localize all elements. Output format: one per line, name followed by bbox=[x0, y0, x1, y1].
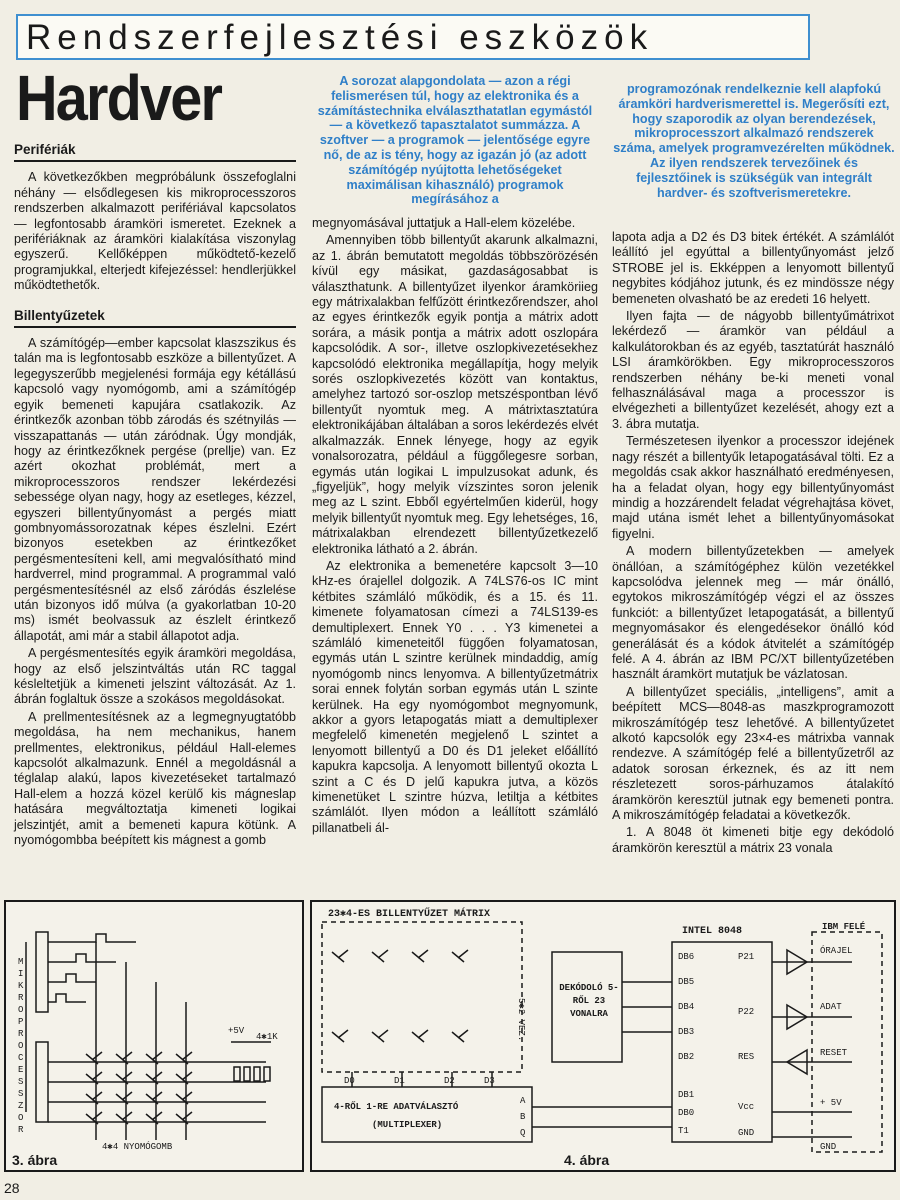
paragraph: A modern billentyűzetekben — amelyek önállóan, a számítógéphez külön vezetékkel kapcsolódva jelennek meg — már önálló, egytokos mikroszámítógép végzi el az összes funkciót: a billentyűzet letapogatását, a billentyű megnyomásakor és elengedésekor önálló kód generálását és a kódok átvitelét a számítógép felé. A 4. ábrán az IBM PC/XT billentyűzetében használt áramkört mutatjuk be vázlatosan. bbox=[612, 544, 894, 682]
fig4-out-adat: ADAT bbox=[820, 1002, 842, 1012]
fig3-bottom-label: 4✱4 NYOMÓGOMB bbox=[102, 1142, 173, 1152]
fig4-matrix-title: 23✱4-ES BILLENTYŰZET MÁTRIX bbox=[328, 909, 491, 920]
intro-blue-left: A sorozat alapgondolata — azon a régi felismerésen túl, hogy az elektronika és a számítástechnika elválaszthatatlan egymástól — a következő tapasztalatot summázza. A szoftver — a programok — jelentősége egyre nő, de az is tény, hogy az igazán jó (az adott számítógép nyújtotta lehetőségeket maximálisan kihasználó) programok megírásához a bbox=[317, 74, 593, 207]
page-heading: Hardver bbox=[16, 62, 222, 134]
fig4-d3: D3 bbox=[484, 1076, 495, 1086]
figure-3 bbox=[4, 900, 304, 1172]
fig4-pin-db2: DB2 bbox=[678, 1052, 695, 1062]
paragraph: Amennyiben több billentyűt akarunk alkalmazni, az 1. ábrán bemutatott megoldás többszörözésén kívül egy másikat, gazdaságosabbat is választhatunk. A billentyűzet ilyenkor áramköriieg egy mátrixalakban felfűzött érintkezőrendszer, ahol az egyes érintkezők egyik pontja a mátrix adott sorára, a másik pontja a mátrix adott oszlopára kapcsolódik. A sor-, illetve oszlopkivezetésekhez kapcsolódó elektronika megállapítja, hogy melyik sorés oszlopkivezetés között van kontaktus, amelyhez tartozó sor-oszlop metszéspontban lévő billentyűt nyomtuk meg. A mátrixtasztatúra elektronikájában általában a soros lekérdezés elvét alkalmazzák. Ennek lényege, hogy az egyik vonalsorozatra, például a függőlegesre sorban, egymás után logikai L impulzusokat adunk, és „figyeljük”, hogy melyik vízszintes soron jelenik meg az L szint. Ebből egyértelműen kiderül, hogy melyik billentyűt nyomtuk meg. Egy lehetséges, 16, mátrixalakban elrendezett billentyűzetkezelő elektronika látható a 2. ábrán. bbox=[312, 233, 598, 556]
paragraph: 1. A 8048 öt kimeneti bitje egy dekódoló áramkörön keresztül a mátrix 23 vonala bbox=[612, 825, 894, 855]
fig4-a: A bbox=[520, 1096, 526, 1106]
column-3 bbox=[612, 230, 894, 856]
fig4-pin-gnd: GND bbox=[738, 1128, 755, 1138]
fig3-resistor-label: 4✱1K bbox=[256, 1032, 278, 1042]
subheading-periferiak: Perifériák bbox=[14, 142, 76, 157]
paragraph: Az elektronika a bemenetére kapcsolt 3—10 kHz-es órajellel dolgozik. A 74LS76-os IC mint kétbites számláló működik, és a 15. és 11. kimenete folyamatosan címezi a 74LS139-es demultiplexert. Ennek Y0 . . . Y3 kimenetei a számláló kimeneteitől függően folyamatosan, egymás után L szintre kerülnek mindaddig, amíg nyomógomb nincs lenyomva. A billentyűzetmátrix sorai ennek folytán sorban egymás után L szinte kerülnek. Ha egy nyomógombot megnyomunk, akkor a gyors letapogatás miatt a demultiplexer megfelelő kimenetén megjelenő L szintet a lenyomott billentyű a D0 és D1 jeleket előállító kapukra kapcsolja. A lenyomott billentyű okozta L szint a C és D jelű kapukra jutva, a közös kimenetüket L szintre húzva, letiltja a kétbites számlálót. Ilyen módon a leállított számláló pillanatbeli ál- bbox=[312, 558, 598, 835]
paragraph: A prellmentesítésnek az a legmegnyugtatóbb megoldása, ha nem mechanikus, hanem prellmentes, elektronikus, például Hall-elemes kapcsolót alkalmazunk. Ennél a megoldásnál a téglalap alakú, lapos kivezetéseket tartalmazó Hall-elem a hozzá közel kerülő kis mágneslap hatására megváltoztatja kimeneti logikai jelszintjét, amit a bemeneti kapura kötünk. A nyomógombba beépített kis mágnest a gomb bbox=[14, 709, 296, 848]
fig4-decoder-label: DEKÓDOLÓ 5-RŐL 23 VONALRA bbox=[559, 983, 619, 1019]
fig4-bus-label: 5✱2 VEZ. bbox=[516, 998, 526, 1042]
fig4-ibm-label: IBM FELÉ bbox=[822, 922, 866, 932]
section-banner bbox=[16, 14, 810, 60]
paragraph: A számítógép—ember kapcsolat klaszszikus és talán ma is legfontosabb eszköze a billentyűzet. A legegyszerűbb megjelenési formája egy kétállású kapcsoló vagy nyomógomb, ami a számítógép egyik bemeneti kapujára csatlakozik. Az érintkezők azonban több zárodás és szétnyilás — visszapattanás — után záródnak. Úgy mondják, hogy az érintkezőknek pergése (prellje) van. Ez azért okozhat problémát, mert a mikroprocesszoros rendszer lekérdezési sebessége olyan nagy, hogy az esetleges, kézzel, egyszeri billentyűnyomást a pergés miatt gombnyomássorozatnak képes észlelni. Ezért bizonyos esetekben az érintkezőket pergésmentesíteni kell, ami megvalósítható mind hardverrel, mind programmal. A programmal való pergésmentesítésnél az első záródás észlelése után bizonyos idő múlva (a gyakorlatban 10-20 ms) ismét beolvassuk az észlelt érintkező állapotát, ami már a stabil állapotot adja. bbox=[14, 336, 296, 643]
paragraph: Ilyen fajta — de nágyobb billentyűmátrixot lekérdező — áramkör van például a kalkulátorokban és az egyéb, tasztatúrát használó LSI áramkörökben. Egy mikroprocesszoros rendszerben néhány be-ki meneti vonal felhasználásával maga a processzor is elvégezheti a billentyűzet kezelését, ahogy ezt a 3. ábra mutatja. bbox=[612, 309, 894, 431]
fig4-pin-db1: DB1 bbox=[678, 1090, 695, 1100]
fig4-out-reset: RESET bbox=[820, 1048, 848, 1058]
banner-title: Rendszerfejlesztési eszközök bbox=[26, 18, 654, 57]
fig4-pin-p21: P21 bbox=[738, 952, 755, 962]
fig4-pin-db4: DB4 bbox=[678, 1002, 695, 1012]
fig4-mux-label: 4-RŐL 1-RE ADATVÁLASZTÓ bbox=[334, 1102, 459, 1112]
subheading-billentyuzetek: Billentyűzetek bbox=[14, 307, 105, 323]
figure-4-caption: 4. ábra bbox=[564, 1152, 610, 1168]
divider bbox=[14, 326, 296, 328]
fig4-pin-db0: DB0 bbox=[678, 1108, 695, 1118]
fig4-d1: D1 bbox=[394, 1076, 405, 1086]
paragraph: Természetesen ilyenkor a processzor idejének nagy részét a billentyűk letapogatásával tölti. Ez a megoldás csak akkor használható eredményesen, ha a feladat olyan, hogy egy billentyűnyomást mindig a hozzárendelt feladat végrehajtása követ, majd utána ismét lehet a billentyűnyomásokat figyelni. bbox=[612, 434, 894, 541]
column-2 bbox=[312, 216, 598, 836]
figure-4 bbox=[310, 900, 896, 1172]
fig3-plus5v: +5V bbox=[228, 1026, 245, 1036]
fig4-pin-t1: T1 bbox=[678, 1126, 689, 1136]
paragraph: megnyomásával juttatjuk a Hall-elem közelébe. bbox=[312, 216, 576, 230]
paragraph: A billentyűzet speciális, „intelligens”, amit a beépített MCS—8048-as maszkprogramozott mikroszámítógép tesz lehetővé. A billentyűzetet alkotó kapcsolók egy 23×4-es mátrixba vannak rendezve. A számítógép felé a billentyűzetről az adatok sorosan érkeznek, és az itt nem részletezett soros-párhuzamos átalakító áramkörön keresztül jutnak egy bemeneti pontra. A mikroszámítógép feladatai a következők. bbox=[612, 684, 894, 823]
fig4-pin-db5: DB5 bbox=[678, 977, 695, 987]
fig4-out-gnd: GND bbox=[820, 1142, 837, 1152]
fig4-q: Q bbox=[520, 1128, 526, 1138]
paragraph: lapota adja a D2 és D3 bitek értékét. A számlálót leállító jel egyúttal a billentyűnyomást jelző STROBE jel is. Ekképpen a lenyomott billentyű negybites kódjához jutunk, és ez mindössze négy bemeneten olvasható be az eredeti 16 helyett. bbox=[612, 230, 894, 306]
fig4-pin-db3: DB3 bbox=[678, 1027, 695, 1037]
fig4-pin-p22: P22 bbox=[738, 1007, 755, 1017]
intro-blue-right: programozónak rendelkeznie kell alapfokú áramköri hardverismerettel is. Megerősíti ezt, hogy szaporodik az olyan berendezések, mikroprocesszort alkalmazó rendszerek száma, amelyek programvezérelten működnek. Az ilyen rendszerek tervezőinek és fejlesztőinek is szükségük van integrált hardver- és szoftverismeretekre. bbox=[613, 82, 895, 200]
fig4-chip-label: INTEL 8048 bbox=[682, 926, 743, 937]
fig4-pin-res: RES bbox=[738, 1052, 755, 1062]
fig4-pin-db6: DB6 bbox=[678, 952, 695, 962]
fig3-side-label: MIKROPROCESSZOR bbox=[18, 957, 24, 1135]
divider bbox=[14, 160, 296, 162]
fig4-d0: D0 bbox=[344, 1076, 355, 1086]
paragraph: A pergésmentesítés egyik áramköri megoldása, hogy az első jelszintváltás után RC taggal késleltetjük a kimeneti jelszint változását. Az 1. ábrán foglaltuk össze a szokásos megoldásokat. bbox=[14, 646, 296, 707]
fig4-d2: D2 bbox=[444, 1076, 455, 1086]
fig4-out-5v: + 5V bbox=[820, 1098, 842, 1108]
fig4-b: B bbox=[520, 1112, 526, 1122]
page-number: 28 bbox=[4, 1180, 20, 1196]
column-1 bbox=[14, 142, 296, 848]
fig4-mux2-label: (MULTIPLEXER) bbox=[372, 1120, 443, 1130]
figure-3-caption: 3. ábra bbox=[12, 1152, 58, 1168]
fig4-pin-vcc: Vcc bbox=[738, 1102, 755, 1112]
paragraph: A következőkben megpróbálunk összefoglalni néhány — elsődlegesen kis mikroprocesszoros rendszerben alkalmazott perifériával kapcsolatos — legfontosabb áramköri ismeretet. Ezeknek a perifériáknak az áramköri kialakítása viszonylag egyszerű. Kellőképpen működtető-kezelő programjukkal, elterjedt kifejezéssel: hendlerjükkel működtethetők. bbox=[14, 170, 296, 293]
fig4-out-orajel: ÓRAJEL bbox=[820, 946, 853, 956]
